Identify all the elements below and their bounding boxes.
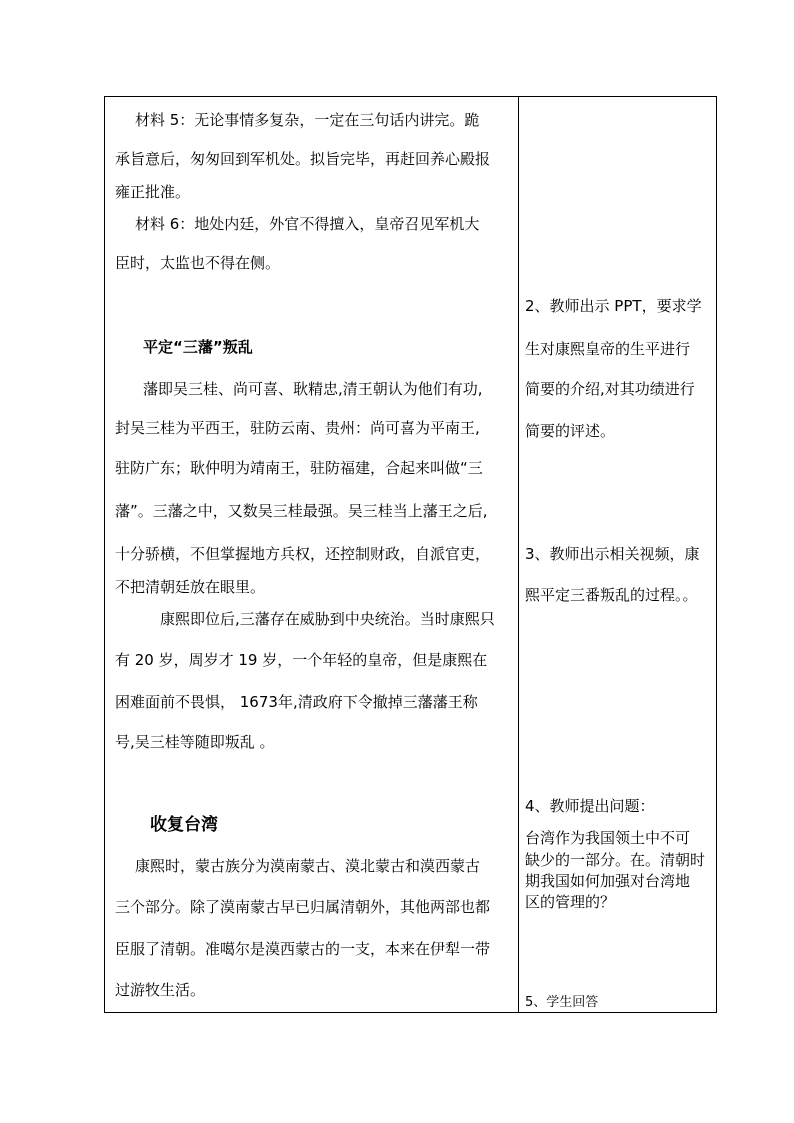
- sanfan-para2-line: 有 20 岁，周岁才 19 岁，一个年轻的皇帝，但是康熙在: [115, 651, 488, 669]
- teaching-step-4-line: 4、教师提出问题：: [525, 797, 655, 815]
- taiwan-para-line: 过游牧生活。: [115, 981, 206, 999]
- teaching-step-4-line: 台湾作为我国领土中不可: [525, 829, 691, 847]
- sanfan-para2-line: 康熙即位后,三藩存在威胁到中央统治。当时康熙只: [160, 610, 495, 628]
- column-divider: [518, 97, 519, 1012]
- taiwan-para-line: 三个部分。除了漠南蒙古早已归属清朝外，其他两部也都: [115, 898, 491, 916]
- lesson-table: [104, 96, 717, 1013]
- section-title-taiwan: 收复台湾: [150, 815, 218, 835]
- teaching-step-4-line: 期我国如何加强对台湾地: [525, 872, 691, 890]
- sanfan-para1-line: 不把清朝廷放在眼里。: [115, 578, 266, 596]
- section-title-sanfan: 平定“三藩”叛乱: [143, 338, 253, 356]
- material6-line: 材料 6：地处内廷，外官不得擅入，皇帝召见军机大: [135, 215, 480, 233]
- sanfan-para2-line: 困难面前不畏惧， 1673年,清政府下令撤掉三藩藩王称: [115, 693, 478, 711]
- sanfan-para1-line: 封吴三桂为平西王，驻防云南、贵州：尚可喜为平南王,: [115, 419, 480, 437]
- teaching-step-2-line: 简要的评述。: [525, 422, 616, 440]
- sanfan-para1-line: 藩即吴三桂、尚可喜、耿精忠,清王朝认为他们有功,: [143, 380, 483, 398]
- sanfan-para1-line: 十分骄横，不但掌握地方兵权，还控制财政，自派官吏，: [115, 545, 491, 563]
- teaching-step-3-line: 熙平定三番叛乱的过程。。: [525, 586, 698, 604]
- taiwan-para-line: 臣服了清朝。准噶尔是漠西蒙古的一支，本来在伊犁一带: [115, 940, 491, 958]
- material6-line: 臣时，太监也不得在侧。: [115, 254, 281, 272]
- sanfan-para2-line: 号,吴三桂等随即叛乱 。: [115, 733, 275, 751]
- teaching-step-2-line: 生对康熙皇帝的生平进行: [525, 340, 691, 358]
- teaching-step-4-line: 区的管理的？: [525, 893, 616, 911]
- material5-line: 承旨意后，匆匆回到军机处。拟旨完毕，再赶回养心殿报: [115, 150, 491, 168]
- teaching-step-2-line: 2、教师出示 PPT，要求学: [525, 297, 702, 315]
- sanfan-para1-line: 藩”。三藩之中，又数吴三桂最强。吴三桂当上藩王之后,: [115, 502, 488, 520]
- teaching-step-3-line: 3、教师出示相关视频，康: [525, 545, 700, 563]
- taiwan-para-line: 康熙时，蒙古族分为漠南蒙古、漠北蒙古和漠西蒙古: [135, 857, 481, 875]
- teaching-step-5: 5、学生回答: [525, 995, 599, 1010]
- material5-line: 材料 5：无论事情多复杂，一定在三句话内讲完。跪: [135, 111, 480, 129]
- material5-line: 雍正批准。: [115, 183, 191, 201]
- teaching-step-2-line: 简要的介绍,对其功绩进行: [525, 380, 695, 398]
- sanfan-para1-line: 驻防广东；耿仲明为靖南王，驻防福建，合起来叫做“三: [115, 459, 483, 477]
- teaching-step-4-line: 缺少的一部分。在。清朝时: [525, 851, 706, 869]
